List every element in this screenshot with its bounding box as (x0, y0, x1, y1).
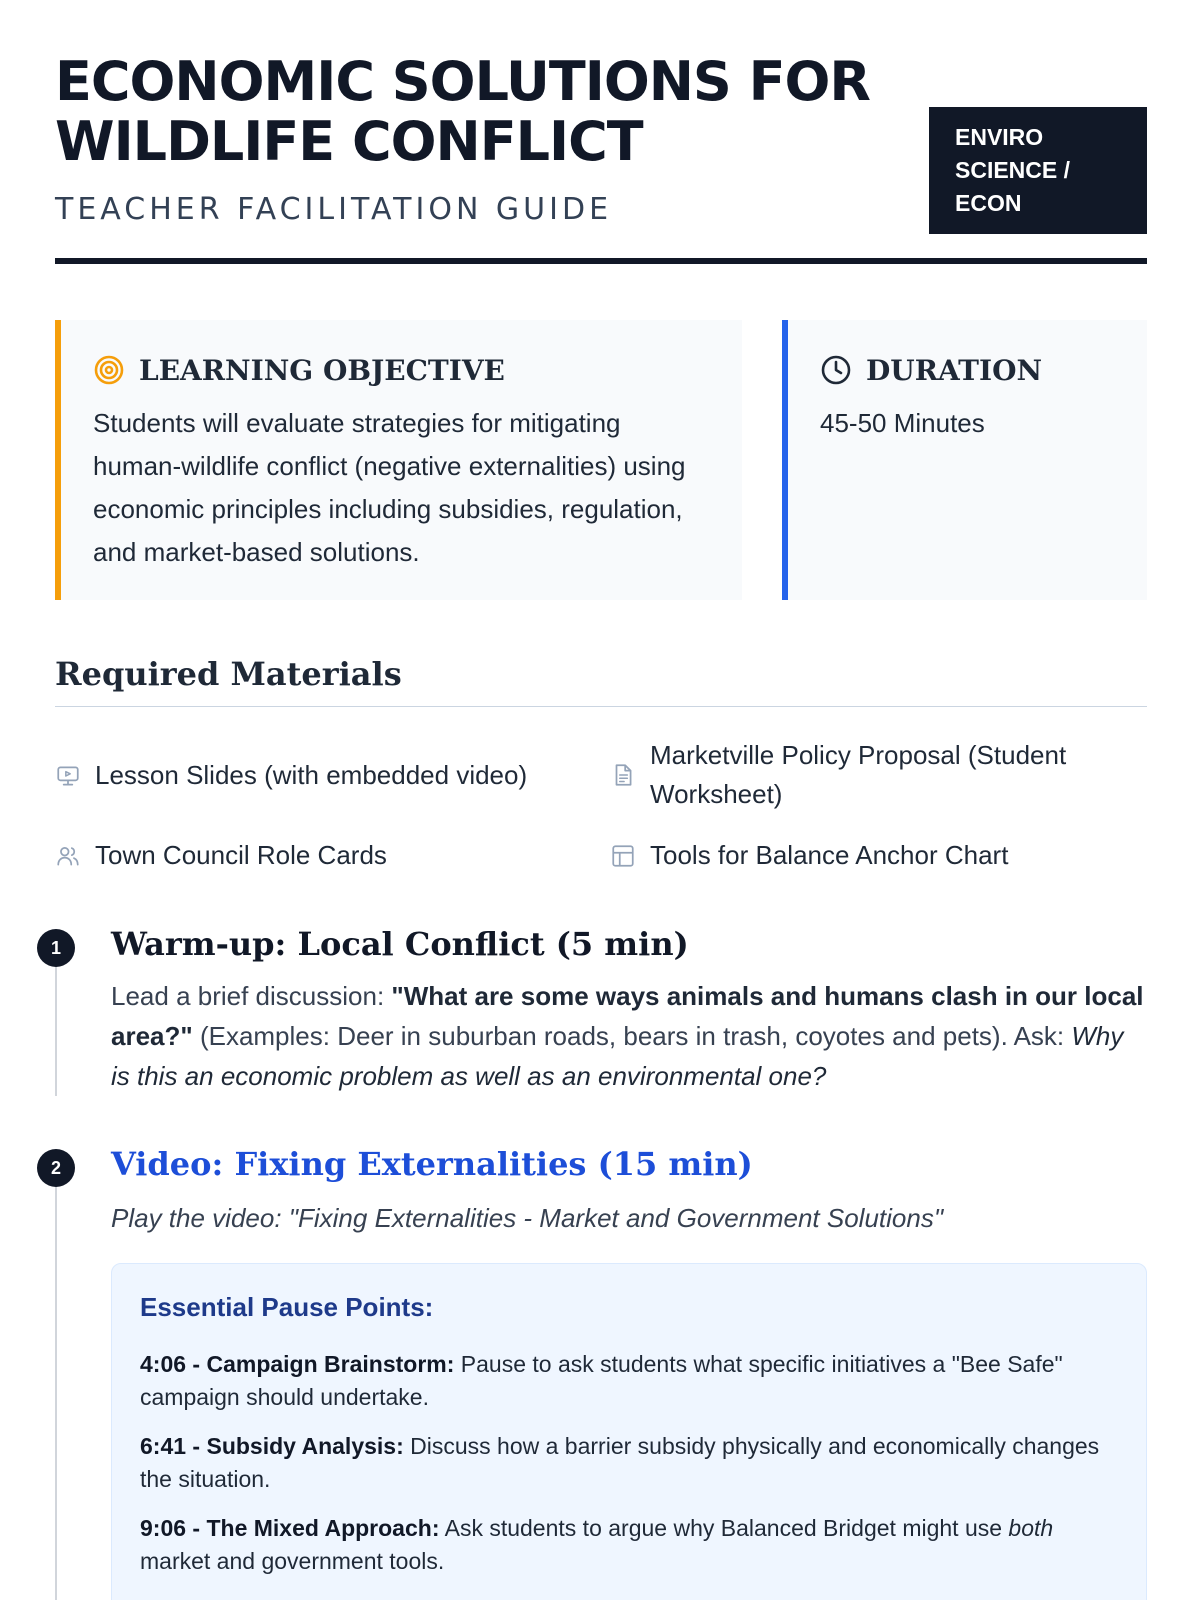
materials-heading: Required Materials (55, 655, 402, 693)
duration-card (782, 320, 1147, 600)
material-item (610, 836, 1147, 875)
pause-points-heading: Essential Pause Points: (140, 1292, 434, 1322)
objective-text: Students will evaluate strategies for mitigating human-wildlife conflict (negative externalities) using economic principles including subsidies, regulation, and market-based solutions. (93, 408, 686, 567)
material-label: Marketville Policy Proposal (Student Worksheet) (650, 740, 1067, 809)
pause-point-text: Discuss how a barrier subsidy physically and economically changes the situation. (140, 1433, 1100, 1492)
step-description (111, 976, 1147, 1096)
pause-point-time: 4:06 - Campaign Brainstorm: (140, 1351, 455, 1377)
step-lead-text: Lead a brief discussion: (111, 981, 392, 1011)
guide-header (55, 52, 1147, 267)
material-label: Town Council Role Cards (95, 840, 387, 870)
material-item (610, 736, 1147, 814)
material-label: Tools for Balance Anchor Chart (650, 840, 1009, 870)
pause-point-item (140, 1512, 1118, 1578)
title-line-2: WILDLIFE CONFLICT (55, 110, 643, 173)
step-title: Warm-up: Local Conflict (5 min) (111, 925, 689, 963)
learning-objective-card (55, 320, 742, 600)
step-title: Video: Fixing Externalities (15 min) (111, 1145, 753, 1183)
duration-heading (820, 350, 1119, 390)
material-item (55, 756, 595, 795)
pause-point-item (140, 1348, 1118, 1414)
users-icon (55, 843, 81, 869)
layout-icon (610, 843, 636, 869)
subject-badge (929, 107, 1147, 234)
pause-point-time: 9:06 - The Mixed Approach: (140, 1515, 440, 1541)
step-number-badge: 1 (37, 929, 75, 967)
material-item (55, 836, 595, 875)
timeline-connector (55, 948, 57, 1096)
pause-point-text: Pause to ask students what specific initiatives a "Bee Safe" campaign should undertake. (140, 1351, 1063, 1410)
material-label: Lesson Slides (with embedded video) (95, 760, 528, 790)
pause-point-time: 6:41 - Subsidy Analysis: (140, 1433, 404, 1459)
page-subtitle: TEACHER FACILITATION GUIDE (55, 192, 613, 227)
timeline-connector (55, 1168, 57, 1600)
pause-points-box (111, 1263, 1147, 1600)
pause-point-tail: market and government tools. (140, 1548, 445, 1574)
presentation-icon (55, 763, 81, 789)
objective-heading-label: LEARNING OBJECTIVE (139, 353, 505, 387)
subject-line-2: SCIENCE / (955, 157, 1071, 183)
step-number-badge: 2 (37, 1149, 75, 1187)
header-divider (55, 258, 1147, 264)
materials-divider (55, 706, 1147, 707)
duration-heading-label: DURATION (866, 353, 1043, 387)
pause-point-text: Ask students to argue why Balanced Bridget might use (439, 1515, 1009, 1541)
page-title (55, 52, 935, 172)
clock-icon (820, 354, 852, 386)
step-prompt-text: Why is this an economic problem as well as an environmental one? (111, 1021, 1124, 1091)
discussion-question: "What are some ways animals and humans clash in our local area?" (111, 981, 1144, 1051)
step-instruction: Play the video: "Fixing Externalities - Market and Government Solutions" (111, 1203, 944, 1233)
target-icon (93, 354, 125, 386)
pause-point-item (140, 1430, 1118, 1496)
objective-heading (93, 350, 714, 390)
step-examples-text: (Examples: Deer in suburban roads, bears in trash, coyotes and pets). Ask: (192, 1021, 1072, 1051)
subject-line-1: ENVIRO (955, 124, 1044, 150)
duration-text: 45-50 Minutes (820, 408, 985, 438)
title-line-1: ECONOMIC SOLUTIONS FOR (55, 50, 870, 113)
document-icon (610, 762, 636, 788)
lesson-guide-page (50, 0, 1147, 1600)
pause-point-emphasis: both (1008, 1515, 1054, 1541)
subject-line-3: ECON (955, 190, 1022, 216)
